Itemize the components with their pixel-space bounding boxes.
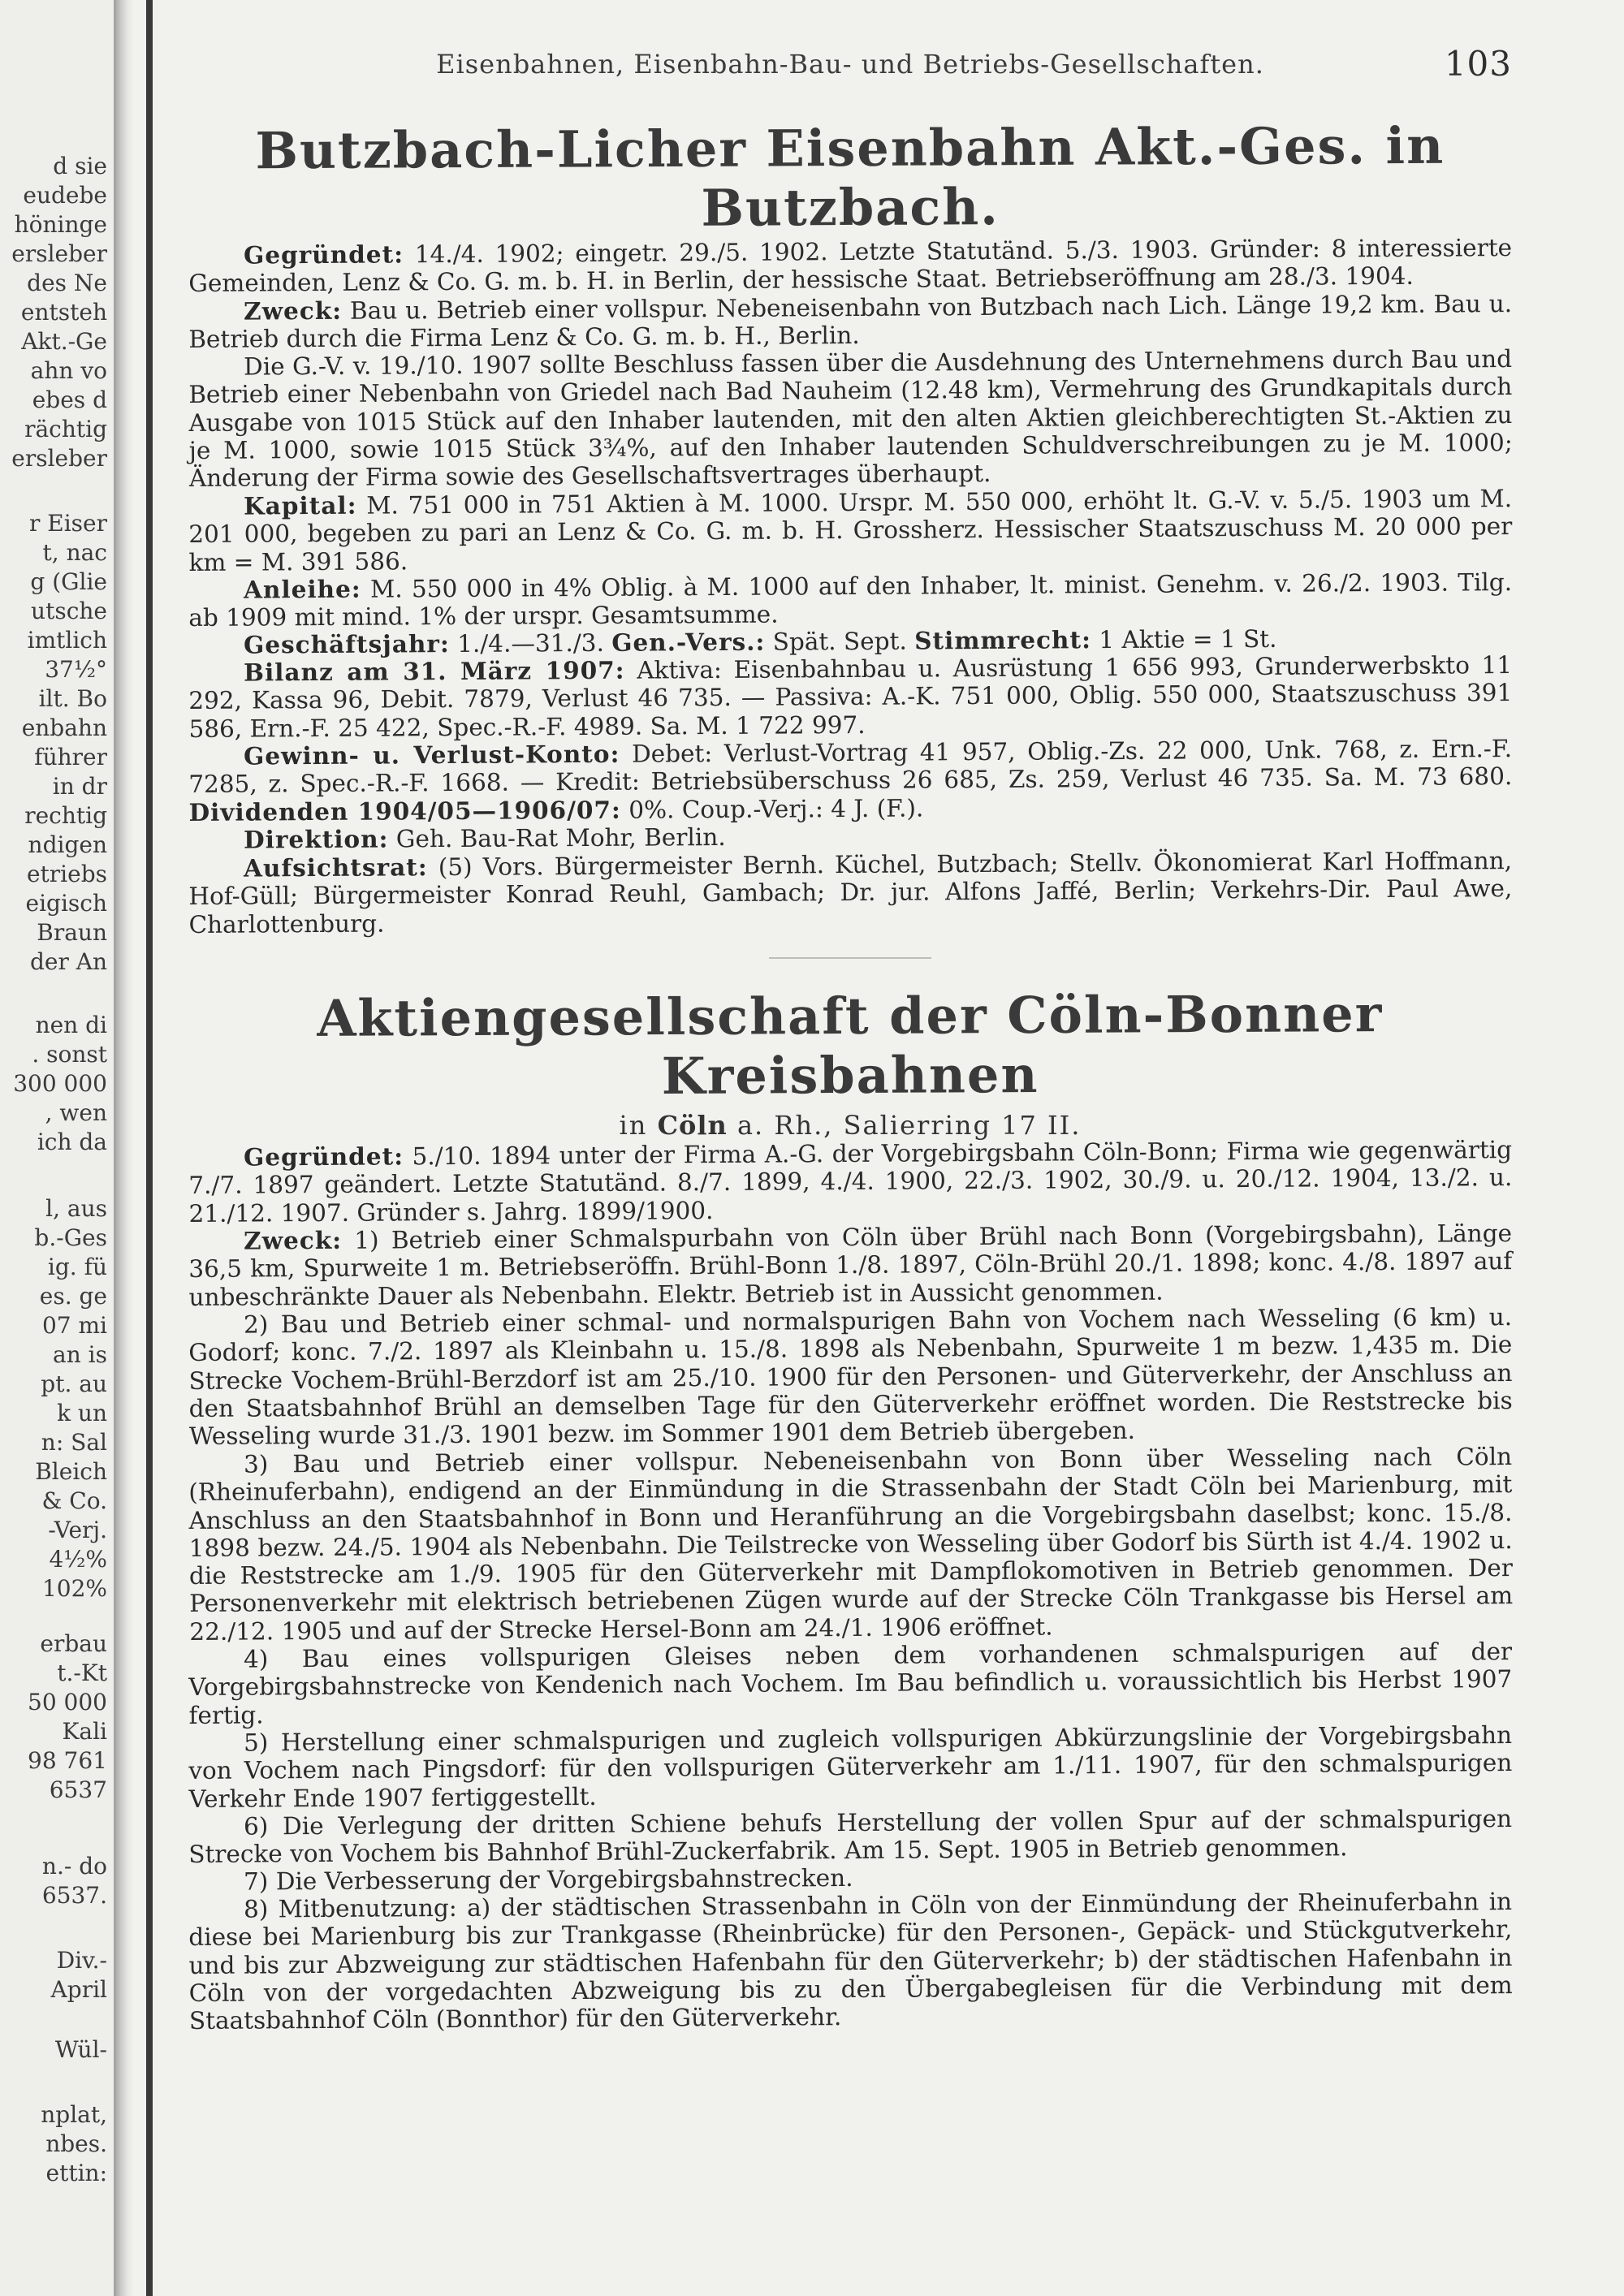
left-fragment-line: 300 000 xyxy=(13,1070,107,1097)
left-fragment-line: ebes d xyxy=(32,386,107,413)
left-fragment-line: n.- do xyxy=(41,1853,107,1880)
left-fragment-line: imtlich xyxy=(27,627,107,654)
article-title: Butzbach-Licher Eisenbahn Akt.-Ges. in Butzbach. xyxy=(255,115,1445,238)
left-fragment-line: . sonst xyxy=(32,1041,107,1068)
left-fragment-line: höninge xyxy=(14,211,107,238)
left-fragment-line: ich da xyxy=(37,1129,107,1155)
left-fragment-line: Div.- xyxy=(56,1947,107,1974)
running-head xyxy=(188,44,1512,97)
left-fragment-line: ig. fü xyxy=(47,1254,107,1280)
paragraph-lead: Direktion: xyxy=(243,824,389,854)
paragraph-lead: Stimmrecht: xyxy=(914,625,1092,655)
left-fragment-line: Akt.-Ge xyxy=(21,328,107,355)
left-fragment-line: der An xyxy=(29,948,107,975)
running-head-title: Eisenbahnen, Eisenbahn-Bau- und Betriebs-Gesellschaften. xyxy=(436,49,1264,80)
left-fragment-line: 6537 xyxy=(49,1776,107,1803)
subtitle-pre: in xyxy=(619,1110,658,1142)
paragraph-text: 5./10. 1894 unter der Firma A.-G. der Vorgebirgsbahn Cöln-Bonn; Firma wie gegenwärtig 7./7. 1897 geändert. Letzte Statutänd. 8./7. 1899, 4./4. 1900, 22./3. 1902, 30./9. u. 20./12. 1904, 13./2. u. 21./12. 1907. Gründer s. Jahrg. 1899/1900. xyxy=(188,1136,1513,1228)
article-paragraph xyxy=(188,651,1513,743)
paragraph-text: Bau u. Betrieb einer vollspur. Nebeneisenbahn von Butzbach nach Lich. Länge 19,2 km. Bau u. Betrieb durch die Firma Lenz & Co. G. m. b. H., Berlin. xyxy=(188,289,1513,353)
left-fragment-line: ettin: xyxy=(45,2160,107,2186)
left-fragment-line: entsteh xyxy=(20,299,107,326)
left-fragment-line: r Eiser xyxy=(28,510,107,537)
gutter-line xyxy=(146,0,153,2296)
left-fragment-line: nen di xyxy=(35,1012,107,1038)
left-fragment-line: Braun xyxy=(37,919,107,946)
article-title: Aktiengesellschaft der Cöln-Bonner Kreisbahnen xyxy=(317,984,1384,1107)
left-fragment-line: 102% xyxy=(41,1575,107,1602)
paragraph-text: (5) Vors. Bürgermeister Bernh. Küchel, Butzbach; Stellv. Ökonomierat Karl Hoffmann, Hof-Güll; Bürgermeister Konrad Reuhl, Gambach; Dr. jur. Alfons Jaffé, Berlin; Verkehrs-Dir. Paul Awe, Charlottenburg. xyxy=(188,846,1513,939)
article-paragraph xyxy=(188,1303,1513,1450)
article-paragraph xyxy=(188,345,1513,492)
article-paragraph xyxy=(188,1888,1513,2035)
left-fragment-line: t.-Kt xyxy=(57,1659,107,1686)
article-paragraph xyxy=(188,485,1513,576)
paragraph-lead: Gegründet: xyxy=(243,1142,404,1172)
paragraph-text: 1) Betrieb einer Schmalspurbahn von Cöln über Brühl nach Bonn (Vorgebirgsbahn), Länge 36,5 km, Spurweite 1 m. Betriebseröffn. Brühl-Bonn 1./8. 1897, Cöln-Brühl 20./1. 1898; konc. 4./8. 1897 auf unbeschränkte Dauer als Nebenbahn. Elektr. Betrieb ist in Aussicht genommen. xyxy=(188,1219,1513,1311)
left-fragment-line: an is xyxy=(53,1341,107,1368)
article-butzbach-licher xyxy=(188,115,1513,939)
left-fragment-line: rechtig xyxy=(24,802,107,829)
left-fragment-line: ersleber xyxy=(11,445,107,472)
paragraph-lead: Gegründet: xyxy=(243,240,404,270)
paragraph-lead: Kapital: xyxy=(243,490,357,520)
article-paragraph xyxy=(188,290,1512,354)
left-fragment-line: rächtig xyxy=(24,416,107,442)
paragraph-text: M. 751 000 in 751 Aktien à M. 1000. Urspr. M. 550 000, erhöht lt. G.-V. v. 5./5. 1903 um M. 201 000, begeben zu pari an Lenz & Co. G. m. b. H. Grossherz. Hessischer Staatszuschuss M. 20 000 per km = M. 391 586. xyxy=(188,484,1513,576)
article-coeln-bonner xyxy=(188,986,1512,2035)
left-fragment-line: eudebe xyxy=(23,182,107,209)
paragraph-lead: Zweck: xyxy=(243,1226,343,1255)
left-page-fragment xyxy=(0,0,114,2296)
left-fragment-line: b.-Ges xyxy=(34,1224,107,1251)
subtitle-post: a. Rh., Salierring 17 II. xyxy=(727,1110,1082,1142)
left-fragment-line: Kali xyxy=(62,1718,107,1745)
gutter-shadow xyxy=(114,0,133,2296)
paragraph-text: 14./4. 1902; eingetr. 29./5. 1902. Letzte Statutänd. 5./3. 1903. Gründer: 8 interessierte Gemeinden, Lenz & Co. G. m. b. H. in Berlin, der hessische Staat. Betriebseröffnung am 28./3. 1904. xyxy=(188,234,1513,298)
article-paragraph xyxy=(188,1721,1513,1813)
left-fragment-line: t, nac xyxy=(42,539,107,566)
left-fragment-line: d sie xyxy=(53,153,107,179)
paragraph-text: Debet: Verlust-Vortrag 41 957, Oblig.-Zs. 22 000, Unk. 768, z. Ern.-F. 7285, z. Spec.-R.-F. 1668. — Kredit: Betriebsüberschuss 26 685, Zs. 259, Verlust 46 735. Sa. M. 73 680. xyxy=(188,735,1513,799)
left-fragment-line: utsche xyxy=(31,598,107,624)
left-fragment-line: nbes. xyxy=(45,2130,107,2157)
article-paragraph xyxy=(188,1443,1513,1646)
left-fragment-line: enbahn xyxy=(21,714,107,741)
paragraph-text: 3) Bau und Betrieb einer vollspur. Nebeneisenbahn von Bonn über Wesseling nach Cöln (Rheinuferbahn), endigend an der Einmündung in die Strassenbahn der Stadt Cöln bei Marienburg, mit Anschluss an den Staatsbahnhof in Bonn und Heranführung an die Vorgebirgsbahn daselbst; konc. 15./8. 1898 bezw. 24./5. 1904 als Nebenbahn. Die Teilstrecke von Wesseling über Godorf bis Sürth ist 4./4. 1902 u. die Reststrecke am 1./9. 1905 für den Güterverkehr mit Dampflokomotiven in Betrieb genommen. Der Personenverkehr mit elektrisch betriebenen Zügen wurde auf der Strecke Cöln Trankgasse bis Hersel am 22./12. 1905 und auf der Strecke Hersel-Bonn am 24./1. 1906 eröffnet. xyxy=(188,1442,1514,1646)
left-fragment-line: es. ge xyxy=(39,1283,107,1310)
left-fragment-line: g (Glie xyxy=(30,568,107,595)
paragraph-text: Die G.-V. v. 19./10. 1907 sollte Beschluss fassen über die Ausdehnung des Unternehmens durch Bau und Betrieb einer Nebenbahn von Griedel nach Bad Nauheim (12.48 km), Vermehrung des Grundkapitals durch Ausgabe von 1015 Stück auf den Inhaber lautenden, mit den alten Aktien gleichberechtigten St.-Aktien zu je M. 1000, sowie 1015 Stück 3¾%, auf den Inhaber lautenden Schuldverschreibungen zu je M. 1000; Änderung der Firma sowie des Gesellschaftsvertrages überhaupt. xyxy=(188,345,1513,493)
left-fragment-line: ilt. Bo xyxy=(38,685,107,712)
left-fragment-line: April xyxy=(50,1976,107,2003)
paragraph-text: Spät. Sept. xyxy=(765,627,915,656)
left-fragment-line: 50 000 xyxy=(28,1689,107,1716)
left-fragment-line: ahn vo xyxy=(30,357,107,384)
left-fragment-line: nplat, xyxy=(41,2101,107,2128)
article-paragraph xyxy=(188,1638,1513,1729)
article-paragraph xyxy=(188,1219,1513,1311)
article-paragraph xyxy=(188,234,1512,298)
article-body xyxy=(188,1136,1514,2035)
left-fragment-line: -Verj. xyxy=(48,1517,107,1543)
article-paragraph xyxy=(188,568,1512,632)
left-fragment-line: Wül- xyxy=(54,2036,107,2063)
left-fragment-line: ndigen xyxy=(28,831,107,858)
section-divider xyxy=(769,957,931,959)
left-fragment-line: n: Sal xyxy=(41,1429,107,1456)
paragraph-lead: Bilanz am 31. März 1907: xyxy=(243,656,625,688)
paragraph-lead: Anleihe: xyxy=(243,574,361,604)
paragraph-text: 4) Bau eines vollspurigen Gleises neben dem vorhandenen schmalspurigen auf der Vorgebirgsbahnstrecke von Kendenich nach Vochem. Im Bau befindlich u. voraussichtlich bis Herbst 1907 fertig. xyxy=(188,1637,1513,1729)
paragraph-lead: Dividenden 1904/05—1906/07: xyxy=(188,795,621,826)
page-number: 103 xyxy=(1444,44,1512,84)
paragraph-text: Aktiva: Eisenbahnbau u. Ausrüstung 1 656 993, Grunderwerbskto 11 292, Kassa 96, Debit. 7879, Verlust 46 735. — Passiva: A.-K. 751 000, Oblig. 550 000, Staatszuschuss 391 586, Ern.-F. 25 422, Spec.-R.-F. 4989. Sa. M. 1 722 997. xyxy=(188,651,1513,744)
left-fragment-line: 4½% xyxy=(49,1546,107,1573)
left-fragment-line: führer xyxy=(34,744,107,770)
left-fragment-line: 98 761 xyxy=(28,1747,107,1774)
left-fragment-line: & Co. xyxy=(41,1487,107,1514)
paragraph-text: 6) Die Verlegung der dritten Schiene behufs Herstellung der vollen Spur auf der schmalspurigen Strecke von Vochem bis Bahnhof Brühl-Zuckerfabrik. Am 15. Sept. 1905 in Betrieb genommen. xyxy=(188,1804,1513,1868)
article-body xyxy=(188,234,1513,939)
main-page xyxy=(188,44,1514,2273)
paragraph-text: 7) Die Verbesserung der Vorgebirgsbahnstrecken. xyxy=(243,1864,853,1896)
left-fragment-line: l, aus xyxy=(45,1195,107,1222)
left-fragment-line: ersleber xyxy=(11,240,107,267)
paragraph-lead: Aufsichtsrat: xyxy=(243,852,428,883)
left-fragment-line: Bleich xyxy=(35,1458,107,1485)
paragraph-text: M. 550 000 in 4% Oblig. à M. 1000 auf den Inhaber, lt. minist. Genehm. v. 26./2. 1903. Tilg. ab 1909 mit mind. 1% der urspr. Gesamtsumme. xyxy=(188,568,1513,632)
article-paragraph xyxy=(188,1136,1513,1228)
left-fragment-line: k un xyxy=(57,1400,107,1426)
left-fragment-line: , wen xyxy=(45,1099,107,1126)
article-paragraph xyxy=(188,847,1513,939)
article-paragraph xyxy=(188,735,1513,826)
paragraph-text: 5) Herstellung einer schmalspurigen und zugleich vollspurigen Abkürzungslinie der Vorgebirgsbahn von Vochem nach Pingsdorf: für den vollspurigen Güterverkehr am 1./11. 1907, für den schmalspurigen Verkehr Ende 1907 fertiggestellt. xyxy=(188,1720,1513,1813)
paragraph-lead: Zweck: xyxy=(243,296,343,326)
paragraph-text: 8) Mitbenutzung: a) der städtischen Strassenbahn in Cöln von der Einmündung der Rheinuferbahn in diese bei Marienburg bis zur Trankgasse (Rheinbrücke) für den Personen-, Gepäck- und Stückgutverkehr, und bis zur Abzweigung zur städtischen Hafenbahn für den Güterverkehr; b) der städtischen Hafenbahn in Cöln von der vorgedachten Abzweigung bis zu den Übergabegleisen für die Verbindung mit dem Staatsbahnhof Cöln (Bonnthor) für den Güterverkehr. xyxy=(188,1888,1513,2035)
left-fragment-line: 6537. xyxy=(41,1882,107,1909)
paragraph-text: Geh. Bau-Rat Mohr, Berlin. xyxy=(388,823,726,853)
left-fragment-line: des Ne xyxy=(27,270,107,296)
paragraph-text: 1./4.—31./3. xyxy=(449,628,612,658)
paragraph-lead: Geschäftsjahr: xyxy=(243,629,450,659)
left-fragment-line: etriebs xyxy=(26,861,107,887)
paragraph-text: 0%. Coup.-Verj.: 4 J. (F.). xyxy=(620,794,924,824)
left-fragment-line: 07 mi xyxy=(41,1312,107,1339)
article-paragraph xyxy=(188,1805,1512,1869)
paragraph-lead: Gewinn- u. Verlust-Konto: xyxy=(243,740,620,770)
left-fragment-line: 37½° xyxy=(45,656,107,683)
left-fragment-line: eigisch xyxy=(25,890,107,917)
subtitle-city: Cöln xyxy=(657,1110,728,1142)
paragraph-text: 1 Aktie = 1 St. xyxy=(1091,624,1277,654)
paragraph-text: 2) Bau und Betrieb einer schmal- und normalspurigen Bahn von Vochem nach Wesseling (6 km) u. Godorf; konc. 7./2. 1897 als Kleinbahn u. 15./8. 1898 als Nebenbahn, Spurweite 1 m bezw. 1,435 m. Die Strecke Vochem-Brühl-Berzdorf ist am 25./10. 1900 für den Personen- und Güterverkehr, der Anschluss an den Staatsbahnhof Brühl an demselben Tage für den Güterverkehr eröffnet worden. Die Reststrecke bis Wesseling wurde 31./3. 1901 bezw. im Sommer 1901 dem Betrieb übergeben. xyxy=(188,1303,1513,1451)
left-fragment-line: in dr xyxy=(52,773,107,800)
paragraph-lead: Gen.-Vers.: xyxy=(611,627,766,657)
left-fragment-line: pt. au xyxy=(41,1370,107,1397)
left-fragment-line: erbau xyxy=(40,1630,107,1657)
